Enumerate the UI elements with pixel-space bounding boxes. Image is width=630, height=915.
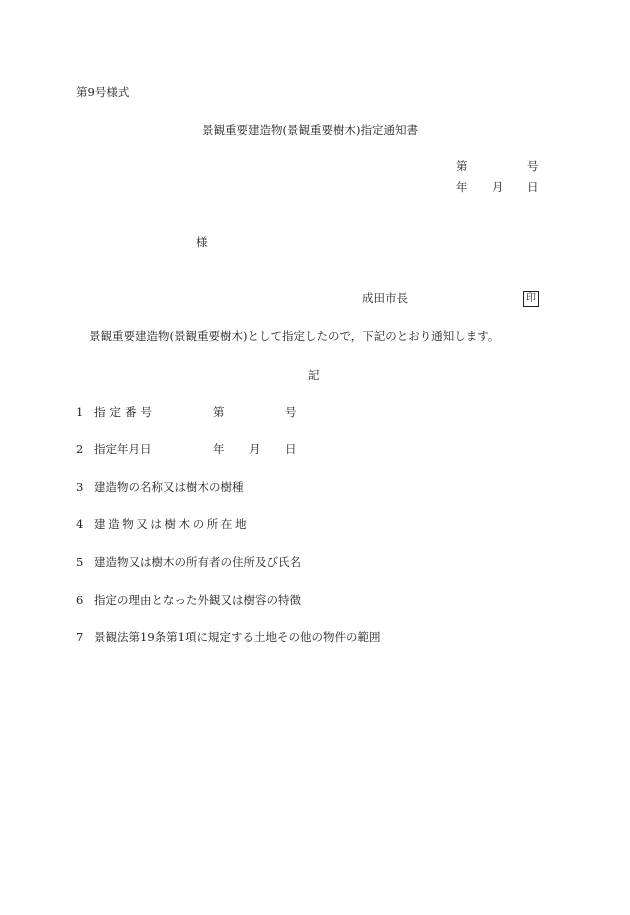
item-label: 指定の理由となった外観又は樹容の特徴 [94,593,301,607]
document-title: 景観重要建造物(景観重要樹木)指定通知書 [202,123,418,137]
item-label: 指定年月日 [94,442,152,456]
date-month: 月 [492,180,504,194]
form-number: 第9号様式 [76,85,130,99]
item2-day: 日 [285,442,297,456]
item-label: 建造物又は樹木の所有者の住所及び氏名 [94,555,301,569]
item-label: 指定番号 [94,405,156,419]
item-number: 2 [76,442,84,456]
item-label: 建造物又は樹木の所在地 [94,517,250,531]
issuer-name: 成田市長 [362,291,408,305]
body-text: 景観重要建造物(景観重要樹木)として指定したので，下記のとおり通知します。 [89,329,500,343]
seal-mark: 印 [523,291,539,307]
item-number: 7 [76,630,84,644]
item-number: 3 [76,480,84,494]
item-number: 6 [76,593,84,607]
item-number: 4 [76,517,84,531]
doc-number-prefix: 第 [456,159,468,173]
item2-month: 月 [249,442,261,456]
item-label: 建造物の名称又は樹木の樹種 [94,480,244,494]
date-day: 日 [527,180,539,194]
item1-number-suffix: 号 [285,405,297,419]
item2-year: 年 [213,442,225,456]
item-number: 5 [76,555,84,569]
doc-number-suffix: 号 [527,159,539,173]
date-year: 年 [456,180,468,194]
ki-heading: 記 [308,368,320,382]
addressee-suffix: 様 [196,235,208,249]
item-label: 景観法第19条第1項に規定する土地その他の物件の範囲 [94,630,381,644]
item-number: 1 [76,405,84,419]
item1-number-prefix: 第 [213,405,225,419]
